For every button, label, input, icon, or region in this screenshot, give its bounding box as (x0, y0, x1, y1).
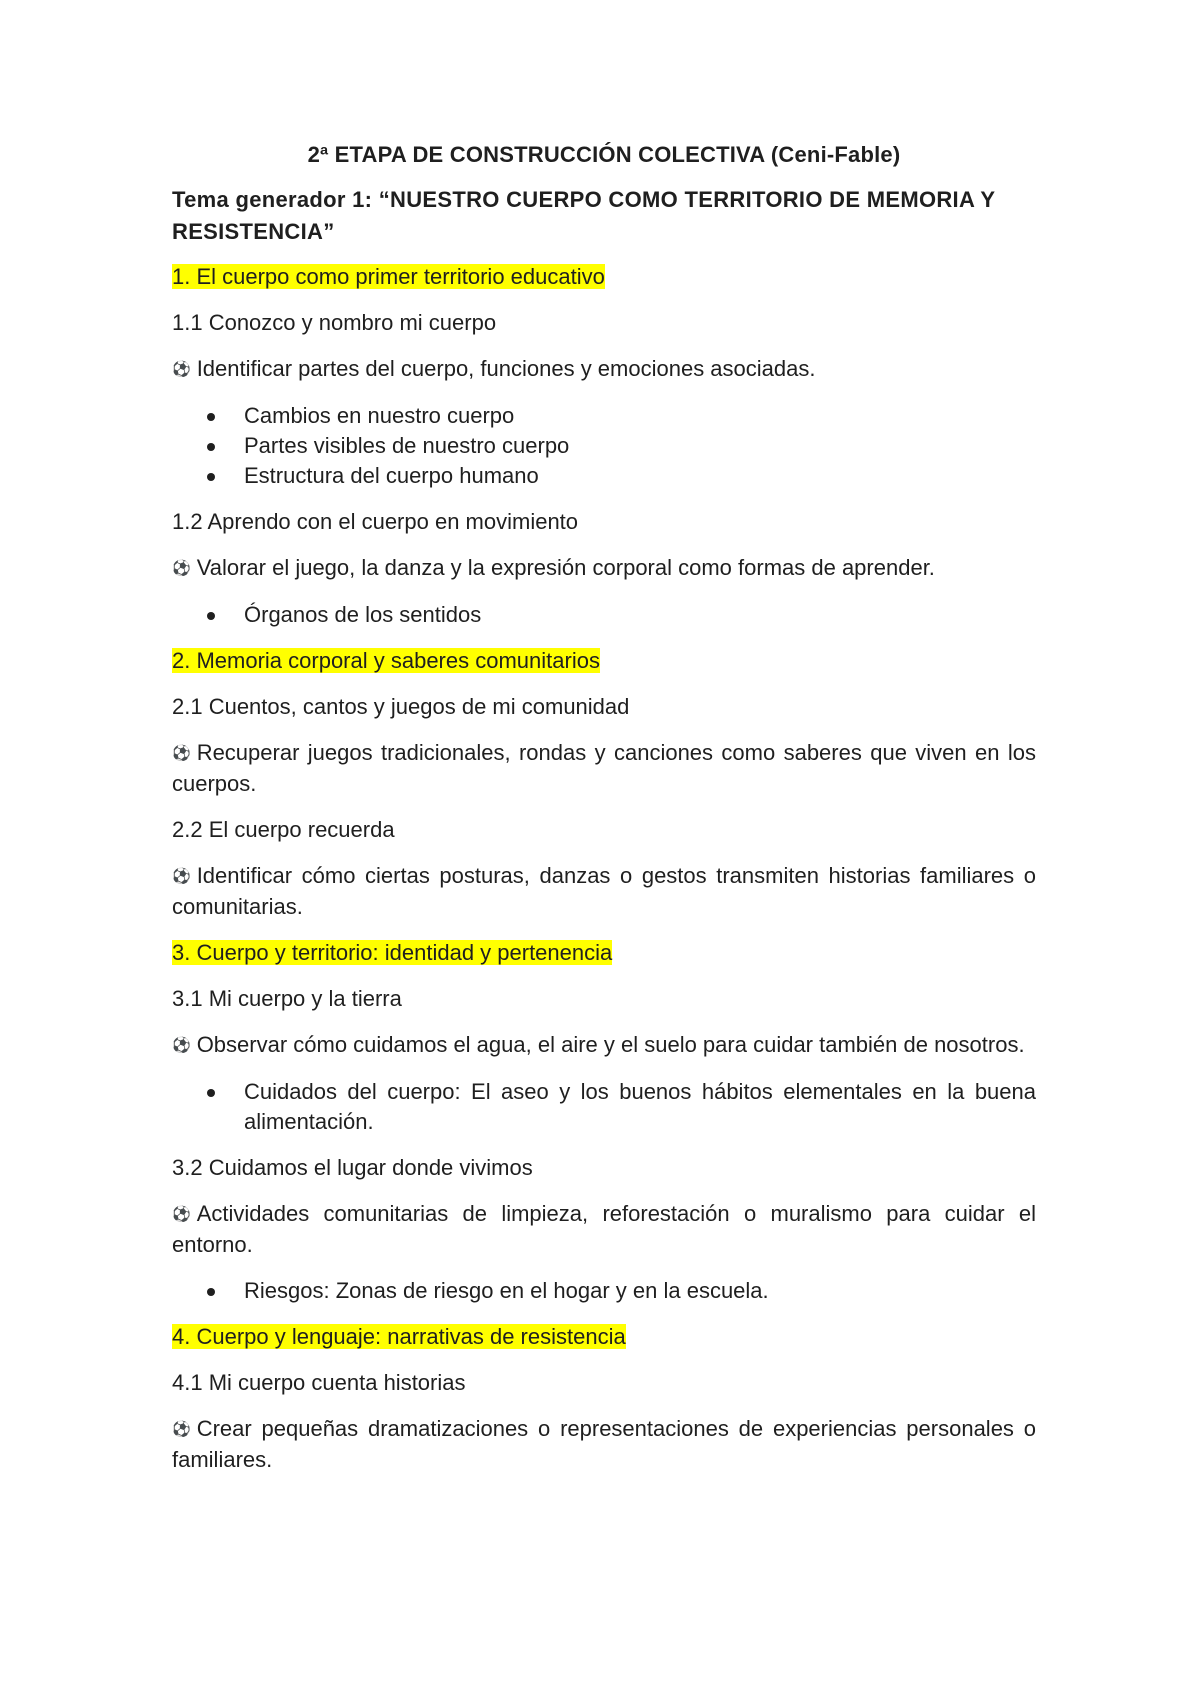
soccer-ball-icon: ⚽ (172, 745, 191, 762)
soccer-ball-icon: ⚽ (172, 1037, 191, 1054)
section-heading (172, 1322, 1036, 1352)
objective-paragraph (172, 1030, 1036, 1061)
objective-paragraph (172, 553, 1036, 584)
objective-paragraph (172, 354, 1036, 385)
soccer-ball-icon: ⚽ (172, 1421, 191, 1438)
objective-paragraph (172, 738, 1036, 799)
subsection-title: 3.1 Mi cuerpo y la tierra (172, 986, 402, 1011)
topic-heading: Tema generador 1: “NUESTRO CUERPO COMO TERRITORIO DE MEMORIA Y RESISTENCIA” (172, 187, 995, 244)
list-item: Estructura del cuerpo humano (244, 461, 1036, 491)
list-item: Riesgos: Zonas de riesgo en el hogar y en la escuela. (244, 1276, 1036, 1306)
section-heading (172, 646, 1036, 676)
section-heading (172, 262, 1036, 292)
subsection-title: 3.2 Cuidamos el lugar donde vivimos (172, 1155, 533, 1180)
subsection-title: 2.2 El cuerpo recuerda (172, 817, 395, 842)
subsection-title: 2.1 Cuentos, cantos y juegos de mi comunidad (172, 694, 630, 719)
list-item: Cambios en nuestro cuerpo (244, 401, 1036, 431)
subsection-title: 1.1 Conozco y nombro mi cuerpo (172, 310, 497, 335)
objective-text: Actividades comunitarias de limpieza, reforestación o muralismo para cuidar el entorno. (172, 1201, 1036, 1257)
objective-paragraph (172, 1414, 1036, 1475)
objective-text: Observar cómo cuidamos el agua, el aire y el suelo para cuidar también de nosotros. (196, 1032, 1025, 1057)
soccer-ball-icon: ⚽ (172, 1206, 191, 1223)
section-heading (172, 938, 1036, 968)
topic-list (172, 1276, 1036, 1306)
objective-text: Crear pequeñas dramatizaciones o representaciones de experiencias personales o familiares. (172, 1416, 1036, 1472)
highlighted-heading-text: 1. El cuerpo como primer territorio educativo (172, 264, 605, 289)
soccer-ball-icon: ⚽ (172, 361, 191, 378)
sections-container (172, 262, 1036, 1475)
subsection-title: 4.1 Mi cuerpo cuenta historias (172, 1370, 466, 1395)
objective-paragraph (172, 861, 1036, 922)
highlighted-heading-text: 3. Cuerpo y territorio: identidad y pertenencia (172, 940, 613, 965)
objective-text: Valorar el juego, la danza y la expresión corporal como formas de aprender. (196, 555, 935, 580)
objective-text: Identificar cómo ciertas posturas, danzas o gestos transmiten historias familiares o comunitarias. (172, 863, 1036, 919)
soccer-ball-icon: ⚽ (172, 560, 191, 577)
topic-list (172, 1077, 1036, 1137)
highlighted-heading-text: 4. Cuerpo y lenguaje: narrativas de resistencia (172, 1324, 626, 1349)
topic-list (172, 401, 1036, 491)
list-item: Órganos de los sentidos (244, 600, 1036, 630)
document-page (172, 140, 1036, 1491)
objective-paragraph (172, 1199, 1036, 1260)
document-title: 2ª ETAPA DE CONSTRUCCIÓN COLECTIVA (Ceni-Fable) (307, 142, 901, 167)
list-item: Cuidados del cuerpo: El aseo y los buenos hábitos elementales en la buena alimentación. (244, 1077, 1036, 1137)
list-item: Partes visibles de nuestro cuerpo (244, 431, 1036, 461)
objective-text: Recuperar juegos tradicionales, rondas y canciones como saberes que viven en los cuerpos. (172, 740, 1036, 796)
highlighted-heading-text: 2. Memoria corporal y saberes comunitarios (172, 648, 600, 673)
objective-text: Identificar partes del cuerpo, funciones y emociones asociadas. (196, 356, 816, 381)
soccer-ball-icon: ⚽ (172, 868, 191, 885)
topic-list (172, 600, 1036, 630)
subsection-title: 1.2 Aprendo con el cuerpo en movimiento (172, 509, 579, 534)
